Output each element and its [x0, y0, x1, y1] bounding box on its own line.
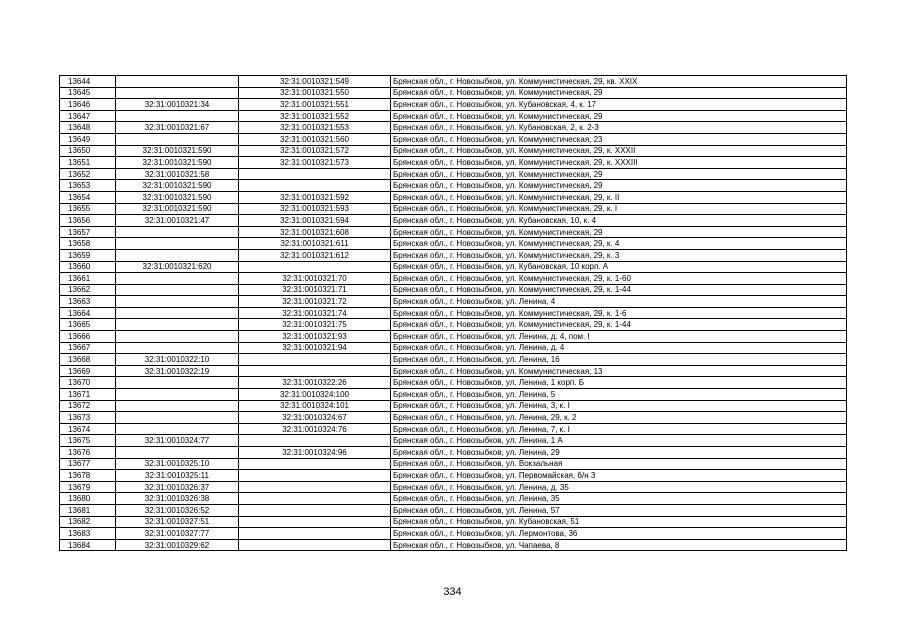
address-cell: Брянская обл., г. Новозыбков, ул. Коммунистическая, 29, кв. XXIX: [391, 76, 847, 88]
land-cadastral-number-cell: 32:31:0010329:62: [116, 539, 239, 551]
row-number-cell: 13652: [60, 168, 116, 180]
row-number-cell: 13648: [60, 122, 116, 134]
row-number-cell: 13671: [60, 389, 116, 401]
building-cadastral-number-cell: [239, 470, 391, 482]
address-cell: Брянская обл., г. Новозыбков, ул. Коммунистическая, 29, к. 3: [391, 249, 847, 261]
row-number-cell: 13645: [60, 87, 116, 99]
building-cadastral-number-cell: 32:31:0010321:608: [239, 226, 391, 238]
row-number-cell: 13684: [60, 539, 116, 551]
row-number-cell: 13658: [60, 238, 116, 250]
building-cadastral-number-cell: 32:31:0010324:100: [239, 389, 391, 401]
address-cell: Брянская обл., г. Новозыбков, ул. Коммунистическая, 29: [391, 110, 847, 122]
address-cell: Брянская обл., г. Новозыбков, ул. Ленина, д. 4, пом. I: [391, 331, 847, 343]
address-cell: Брянская обл., г. Новозыбков, ул. Коммунистическая, 29, к. 1-44: [391, 284, 847, 296]
address-cell: Брянская обл., г. Новозыбков, ул. Коммунистическая, 29, к. XXXIII: [391, 157, 847, 169]
table-row: [60, 504, 847, 516]
row-number-cell: 13650: [60, 145, 116, 157]
land-cadastral-number-cell: [116, 238, 239, 250]
land-cadastral-number-cell: [116, 412, 239, 424]
table-row: [60, 145, 847, 157]
row-number-cell: 13664: [60, 307, 116, 319]
address-cell: Брянская обл., г. Новозыбков, ул. Коммунистическая, 29: [391, 168, 847, 180]
land-cadastral-number-cell: [116, 307, 239, 319]
row-number-cell: 13649: [60, 133, 116, 145]
table-row: [60, 307, 847, 319]
building-cadastral-number-cell: 32:31:0010321:549: [239, 76, 391, 88]
table-row: [60, 273, 847, 285]
row-number-cell: 13669: [60, 365, 116, 377]
table-row: [60, 528, 847, 540]
row-number-cell: 13653: [60, 180, 116, 192]
row-number-cell: 13666: [60, 331, 116, 343]
building-cadastral-number-cell: 32:31:0010321:593: [239, 203, 391, 215]
address-cell: Брянская обл., г. Новозыбков, ул. Коммунистическая, 29: [391, 87, 847, 99]
table-row: [60, 110, 847, 122]
table-row: [60, 191, 847, 203]
row-number-cell: 13663: [60, 296, 116, 308]
row-number-cell: 13665: [60, 319, 116, 331]
address-cell: Брянская обл., г. Новозыбков, ул. Кубановская, 51: [391, 516, 847, 528]
row-number-cell: 13683: [60, 528, 116, 540]
address-cell: Брянская обл., г. Новозыбков, ул. Коммунистическая, 29, к. 1-44: [391, 319, 847, 331]
table-row: [60, 99, 847, 111]
table-row: [60, 470, 847, 482]
table-row: [60, 516, 847, 528]
land-cadastral-number-cell: [116, 377, 239, 389]
table-row: [60, 226, 847, 238]
table-row: [60, 539, 847, 551]
address-cell: Брянская обл., г. Новозыбков, ул. Ленина, 3, к. I: [391, 400, 847, 412]
building-cadastral-number-cell: 32:31:0010322:26: [239, 377, 391, 389]
land-cadastral-number-cell: 32:31:0010321:58: [116, 168, 239, 180]
page-number: 334: [443, 586, 462, 598]
land-cadastral-number-cell: [116, 447, 239, 459]
building-cadastral-number-cell: 32:31:0010324:67: [239, 412, 391, 424]
land-cadastral-number-cell: 32:31:0010321:67: [116, 122, 239, 134]
building-cadastral-number-cell: [239, 180, 391, 192]
land-cadastral-number-cell: [116, 423, 239, 435]
table-row: [60, 296, 847, 308]
row-number-cell: 13673: [60, 412, 116, 424]
address-cell: Брянская обл., г. Новозыбков, ул. Коммунистическая, 13: [391, 365, 847, 377]
building-cadastral-number-cell: 32:31:0010321:592: [239, 191, 391, 203]
building-cadastral-number-cell: 32:31:0010321:74: [239, 307, 391, 319]
address-cell: Брянская обл., г. Новозыбков, ул. Ленина, 5: [391, 389, 847, 401]
address-cell: Брянская обл., г. Новозыбков, ул. Ленина, 4: [391, 296, 847, 308]
row-number-cell: 13657: [60, 226, 116, 238]
land-cadastral-number-cell: [116, 389, 239, 401]
building-cadastral-number-cell: 32:31:0010321:553: [239, 122, 391, 134]
address-cell: Брянская обл., г. Новозыбков, ул. Коммунистическая, 29, к. XXXII: [391, 145, 847, 157]
address-cell: Брянская обл., г. Новозыбков, ул. Коммунистическая, 29, к. 1-6: [391, 307, 847, 319]
building-cadastral-number-cell: [239, 261, 391, 273]
land-cadastral-number-cell: [116, 331, 239, 343]
land-cadastral-number-cell: [116, 319, 239, 331]
row-number-cell: 13672: [60, 400, 116, 412]
land-cadastral-number-cell: 32:31:0010321:590: [116, 180, 239, 192]
address-cell: Брянская обл., г. Новозыбков, ул. Ленина, 1 корп. Б: [391, 377, 847, 389]
row-number-cell: 13674: [60, 423, 116, 435]
building-cadastral-number-cell: 32:31:0010321:612: [239, 249, 391, 261]
table-row: [60, 215, 847, 227]
building-cadastral-number-cell: 32:31:0010321:551: [239, 99, 391, 111]
building-cadastral-number-cell: 32:31:0010321:71: [239, 284, 391, 296]
row-number-cell: 13680: [60, 493, 116, 505]
table-row: [60, 365, 847, 377]
row-number-cell: 13659: [60, 249, 116, 261]
address-cell: Брянская обл., г. Новозыбков, ул. Лермонтова, 36: [391, 528, 847, 540]
building-cadastral-number-cell: 32:31:0010321:72: [239, 296, 391, 308]
building-cadastral-number-cell: [239, 168, 391, 180]
address-cell: Брянская обл., г. Новозыбков, ул. Ленина, 16: [391, 354, 847, 366]
building-cadastral-number-cell: 32:31:0010321:594: [239, 215, 391, 227]
table-row: [60, 331, 847, 343]
building-cadastral-number-cell: 32:31:0010321:611: [239, 238, 391, 250]
land-cadastral-number-cell: 32:31:0010321:620: [116, 261, 239, 273]
land-cadastral-number-cell: 32:31:0010321:34: [116, 99, 239, 111]
table-row: [60, 180, 847, 192]
land-cadastral-number-cell: [116, 110, 239, 122]
address-cell: Брянская обл., г. Новозыбков, ул. Ленина, д. 35: [391, 481, 847, 493]
table-row: [60, 76, 847, 88]
land-cadastral-number-cell: 32:31:0010321:590: [116, 191, 239, 203]
row-number-cell: 13667: [60, 342, 116, 354]
land-cadastral-number-cell: [116, 342, 239, 354]
address-cell: Брянская обл., г. Новозыбков, ул. Ленина, д. 4: [391, 342, 847, 354]
row-number-cell: 13677: [60, 458, 116, 470]
table-row: [60, 157, 847, 169]
table-row: [60, 168, 847, 180]
table-row: [60, 423, 847, 435]
building-cadastral-number-cell: [239, 504, 391, 516]
building-cadastral-number-cell: [239, 481, 391, 493]
row-number-cell: 13660: [60, 261, 116, 273]
land-cadastral-number-cell: 32:31:0010327:51: [116, 516, 239, 528]
table-row: [60, 249, 847, 261]
land-cadastral-number-cell: 32:31:0010326:52: [116, 504, 239, 516]
address-cell: Брянская обл., г. Новозыбков, ул. Кубановская, 2, к. 2-3: [391, 122, 847, 134]
building-cadastral-number-cell: [239, 365, 391, 377]
address-cell: Брянская обл., г. Новозыбков, ул. Ленина, 57: [391, 504, 847, 516]
address-cell: Брянская обл., г. Новозыбков, ул. Кубановская, 10, к. 4: [391, 215, 847, 227]
table-row: [60, 447, 847, 459]
land-cadastral-number-cell: 32:31:0010321:590: [116, 157, 239, 169]
table-row: [60, 481, 847, 493]
land-cadastral-number-cell: [116, 273, 239, 285]
building-cadastral-number-cell: 32:31:0010321:552: [239, 110, 391, 122]
land-cadastral-number-cell: [116, 133, 239, 145]
table-row: [60, 133, 847, 145]
building-cadastral-number-cell: [239, 458, 391, 470]
table-row: [60, 319, 847, 331]
row-number-cell: 13651: [60, 157, 116, 169]
land-cadastral-number-cell: 32:31:0010325:11: [116, 470, 239, 482]
building-cadastral-number-cell: [239, 354, 391, 366]
row-number-cell: 13644: [60, 76, 116, 88]
property-registry-table: [59, 75, 847, 551]
address-cell: Брянская обл., г. Новозыбков, ул. Вокзальная: [391, 458, 847, 470]
table-row: [60, 342, 847, 354]
land-cadastral-number-cell: 32:31:0010321:590: [116, 145, 239, 157]
row-number-cell: 13661: [60, 273, 116, 285]
table-row: [60, 122, 847, 134]
row-number-cell: 13679: [60, 481, 116, 493]
address-cell: Брянская обл., г. Новозыбков, ул. Коммунистическая, 29, к. II: [391, 191, 847, 203]
address-cell: Брянская обл., г. Новозыбков, ул. Коммунистическая, 29, к. 1-60: [391, 273, 847, 285]
land-cadastral-number-cell: 32:31:0010321:590: [116, 203, 239, 215]
address-cell: Брянская обл., г. Новозыбков, ул. Первомайская, б/н 3: [391, 470, 847, 482]
land-cadastral-number-cell: [116, 87, 239, 99]
building-cadastral-number-cell: [239, 493, 391, 505]
address-cell: Брянская обл., г. Новозыбков, ул. Кубановская, 10 корп. А: [391, 261, 847, 273]
address-cell: Брянская обл., г. Новозыбков, ул. Коммунистическая, 29: [391, 226, 847, 238]
land-cadastral-number-cell: [116, 284, 239, 296]
building-cadastral-number-cell: 32:31:0010324:96: [239, 447, 391, 459]
row-number-cell: 13668: [60, 354, 116, 366]
row-number-cell: 13656: [60, 215, 116, 227]
land-cadastral-number-cell: 32:31:0010325:10: [116, 458, 239, 470]
land-cadastral-number-cell: 32:31:0010322:19: [116, 365, 239, 377]
land-cadastral-number-cell: 32:31:0010326:38: [116, 493, 239, 505]
land-cadastral-number-cell: 32:31:0010324:77: [116, 435, 239, 447]
building-cadastral-number-cell: 32:31:0010321:550: [239, 87, 391, 99]
building-cadastral-number-cell: [239, 516, 391, 528]
address-cell: Брянская обл., г. Новозыбков, ул. Коммунистическая, 29, к. I: [391, 203, 847, 215]
table-row: [60, 377, 847, 389]
table-row: [60, 435, 847, 447]
table-row: [60, 284, 847, 296]
table-row: [60, 87, 847, 99]
land-cadastral-number-cell: 32:31:0010322:10: [116, 354, 239, 366]
table-row: [60, 458, 847, 470]
address-cell: Брянская обл., г. Новозыбков, ул. Кубановская, 4, к. 17: [391, 99, 847, 111]
land-cadastral-number-cell: [116, 76, 239, 88]
building-cadastral-number-cell: 32:31:0010324:76: [239, 423, 391, 435]
building-cadastral-number-cell: 32:31:0010321:70: [239, 273, 391, 285]
row-number-cell: 13681: [60, 504, 116, 516]
row-number-cell: 13646: [60, 99, 116, 111]
row-number-cell: 13662: [60, 284, 116, 296]
address-cell: Брянская обл., г. Новозыбков, ул. Ленина, 29: [391, 447, 847, 459]
row-number-cell: 13676: [60, 447, 116, 459]
land-cadastral-number-cell: 32:31:0010321:47: [116, 215, 239, 227]
table-row: [60, 400, 847, 412]
row-number-cell: 13675: [60, 435, 116, 447]
building-cadastral-number-cell: [239, 528, 391, 540]
table-row: [60, 412, 847, 424]
building-cadastral-number-cell: 32:31:0010321:94: [239, 342, 391, 354]
address-cell: Брянская обл., г. Новозыбков, ул. Чапаева, 8: [391, 539, 847, 551]
table-row: [60, 238, 847, 250]
building-cadastral-number-cell: [239, 435, 391, 447]
building-cadastral-number-cell: [239, 539, 391, 551]
address-cell: Брянская обл., г. Новозыбков, ул. Коммунистическая, 23: [391, 133, 847, 145]
address-cell: Брянская обл., г. Новозыбков, ул. Ленина, 35: [391, 493, 847, 505]
row-number-cell: 13682: [60, 516, 116, 528]
building-cadastral-number-cell: 32:31:0010321:573: [239, 157, 391, 169]
table-row: [60, 493, 847, 505]
table-row: [60, 354, 847, 366]
land-cadastral-number-cell: [116, 400, 239, 412]
land-cadastral-number-cell: [116, 296, 239, 308]
address-cell: Брянская обл., г. Новозыбков, ул. Ленина, 29, к. 2: [391, 412, 847, 424]
building-cadastral-number-cell: 32:31:0010321:75: [239, 319, 391, 331]
address-cell: Брянская обл., г. Новозыбков, ул. Ленина, 1 А: [391, 435, 847, 447]
land-cadastral-number-cell: [116, 249, 239, 261]
land-cadastral-number-cell: [116, 226, 239, 238]
row-number-cell: 13654: [60, 191, 116, 203]
land-cadastral-number-cell: 32:31:0010326:37: [116, 481, 239, 493]
land-cadastral-number-cell: 32:31:0010327:77: [116, 528, 239, 540]
address-cell: Брянская обл., г. Новозыбков, ул. Коммунистическая, 29: [391, 180, 847, 192]
row-number-cell: 13647: [60, 110, 116, 122]
address-cell: Брянская обл., г. Новозыбков, ул. Коммунистическая, 29, к. 4: [391, 238, 847, 250]
building-cadastral-number-cell: 32:31:0010321:560: [239, 133, 391, 145]
address-cell: Брянская обл., г. Новозыбков, ул. Ленина, 7, к. I: [391, 423, 847, 435]
building-cadastral-number-cell: 32:31:0010321:93: [239, 331, 391, 343]
table-row: [60, 261, 847, 273]
row-number-cell: 13670: [60, 377, 116, 389]
building-cadastral-number-cell: 32:31:0010321:572: [239, 145, 391, 157]
building-cadastral-number-cell: 32:31:0010324:101: [239, 400, 391, 412]
table-row: [60, 203, 847, 215]
row-number-cell: 13655: [60, 203, 116, 215]
table-body: [60, 76, 847, 551]
row-number-cell: 13678: [60, 470, 116, 482]
table-row: [60, 389, 847, 401]
